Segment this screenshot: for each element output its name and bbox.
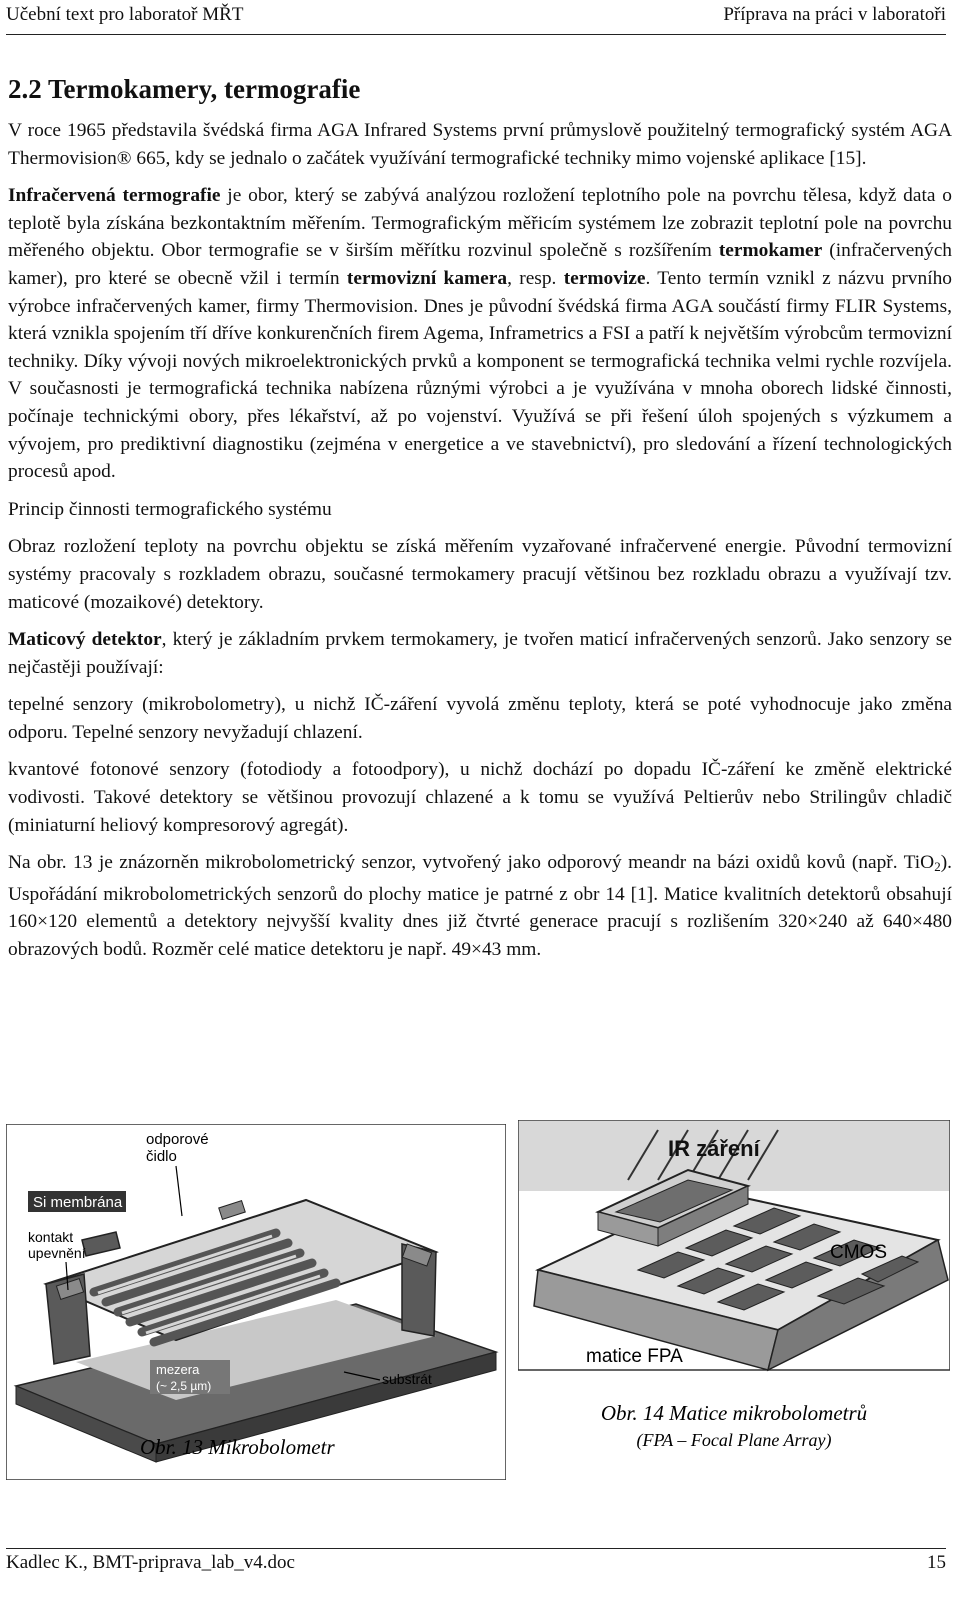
term-infrared-termography: Infračervená termografie [8, 185, 221, 207]
figure-fpa-matrix [518, 1120, 950, 1480]
page-footer [6, 1552, 946, 1574]
page-number: 15 [927, 1552, 946, 1573]
paragraph-principle: Obraz rozložení teploty na povrchu objektu se získá měřením vyzařované infračervené energie. Původní termovizní systémy pracovaly s rozkladem obrazu, současné termokamery pracují většinou bez rozkladu obrazu a využívají tzv. maticové (mozaikové) detektory. [8, 536, 952, 613]
label-contact-2: upevnění [28, 1245, 86, 1261]
label-matrix-fpa: matice FPA [586, 1346, 683, 1367]
label-contact-1: kontakt [28, 1229, 74, 1245]
fpa-illustration [518, 1120, 950, 1480]
term-termovize: termovize [563, 267, 646, 289]
microbolometer-illustration [6, 1124, 506, 1480]
footer-left: Kadlec K., BMT-priprava_lab_v4.doc [6, 1552, 295, 1573]
paragraph-quantum-sensors: kvantové fotonové senzory (fotodiody a fotoodpory), u nichž dochází po dopadu IČ-záření ke změně elektrické vodivosti. Takové detektory se většinou provozují chlazené a k tomu se využívá Peltierův nebo Strilingův chladič (miniaturní heliový kompresorový agregát). [8, 759, 952, 836]
paragraph-matrix-detector: Maticový detektor, který je základním prvkem termokamery, je tvořen maticí infračervených senzorů. Jako senzory se nejčastěji používají: [8, 629, 952, 678]
header-left: Učební text pro laboratoř MŘT [6, 4, 244, 25]
label-resistor-1: odporové [146, 1131, 209, 1148]
label-cmos: CMOS [830, 1242, 887, 1263]
header-rule [6, 34, 946, 35]
term-maticovy-detektor: Maticový detektor [8, 629, 162, 651]
header-right: Příprava na práci v laboratoři [723, 4, 946, 25]
figure-microbolometer [6, 1124, 506, 1480]
page-body [8, 74, 952, 974]
label-si-membrane: Si membrána [33, 1194, 123, 1211]
label-gap-2: (~ 2,5 µm) [156, 1379, 212, 1393]
term-termovizni-kamera: termovizní kamera [346, 267, 508, 289]
caption-fig14: Obr. 14 Matice mikrobolometrů [600, 1401, 868, 1425]
section-title: 2.2 Termokamery, termografie [8, 74, 361, 104]
label-substrate: substrát [382, 1371, 432, 1387]
page-header [6, 4, 946, 34]
label-gap-1: mezera [156, 1362, 200, 1377]
paragraph-microbolometer: Na obr. 13 je znázorněn mikrobolometrický senzor, vytvořený jako odporový meandr na bázi oxidů kovů (např. TiO$_2$). Uspořádání mikrobolometrických senzorů do plochy matice je patrné z obr 14 [1]. Matice kvalitních detektorů obsahují 160×120 elementů a detektory nejvyšší kvality dnes již čtvrté generace pracují s rozlišením 320×240 až 640×480 obrazových bodů. Rozměr celé matice detektoru je např. 49×43 mm. [8, 852, 952, 961]
paragraph-intro: V roce 1965 představila švédská firma AGA Infrared Systems první průmyslově použitelný termografický systém AGA Thermovision® 665, kdy se jednalo o začátek využívání termografické techniky mimo vojenské aplikace [15]. [8, 120, 952, 169]
subheading-principle: Princip činnosti termografického systému [8, 498, 332, 520]
label-resistor-2: čidlo [146, 1148, 177, 1165]
footer-rule [6, 1548, 946, 1549]
caption-fig14-sub: (FPA – Focal Plane Array) [636, 1430, 832, 1450]
paragraph-termography: Infračervená termografie je obor, který se zabývá analýzou rozložení teplotního pole na povrchu tělesa, když data o teplotě byla získána bezkontaktním měřením. Termografickým měřicím systémem lze zobrazit teplotní pole na povrchu měřeného objektu. Obor termografie se v širším měřítku rozvinul společně s rozšířením termokamer (infračervených kamer), pro které se obecně vžil i termín termovizní kamera, resp. termovize. Tento termín vznikl z názvu prvního výrobce infračervených kamer, firmy Thermovision. Dnes je původní švédská firma AGA součástí firmy FLIR Systems, která vznikla spojením tří dříve konkurenčních firem Agema, Inframetrics a FSI a patří k největším výrobcům termovizní techniky. Díky vývoji nových mikroelektronických prvků a komponent se termografická technika velmi rychle rozvíjela. V současnosti je termografická technika nabízena různými výrobci a je využívána v mnoha oborech lidské činnosti, počínaje technickými obory, přes lékařství, až po vojenství. Využívá se při řešení úloh spojených s výzkumem a vývojem, pro prediktivní diagnostiku (zejména v energetice a ve stavebnictví), pro sledování a řízení technologických procesů apod. [8, 185, 952, 483]
label-ir-radiation: IR záření [668, 1136, 760, 1161]
figures-row [6, 1120, 950, 1480]
paragraph-thermal-sensors: tepelné senzory (mikrobolometry), u nichž IČ-záření vyvolá změnu teploty, která se poté vyhodnocuje jako změna odporu. Tepelné senzory nevyžadují chlazení. [8, 694, 952, 743]
caption-fig13: Obr. 13 Mikrobolometr [140, 1435, 335, 1459]
term-termokamery: termokamer [718, 240, 823, 262]
